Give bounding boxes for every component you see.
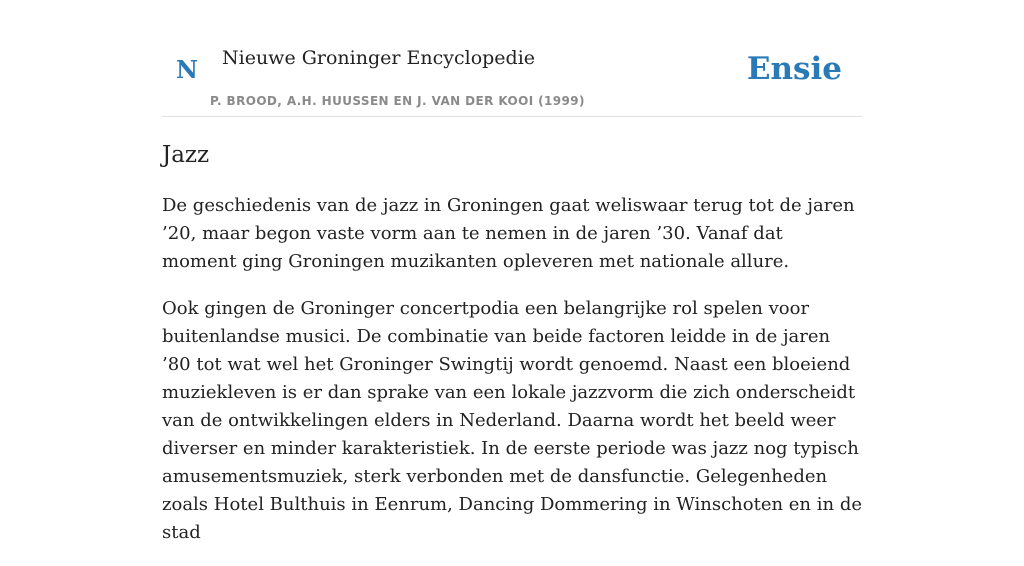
- article-body: [162, 192, 862, 566]
- page: [162, 0, 862, 543]
- article-paragraph: Ook gingen de Groninger concertpodia een belangrijke rol spelen voor buitenlandse musici. De combinatie van beide factoren leidde in de jaren ’80 tot wat wel het Groninger Swingtij wordt genoemd. Naast een bloeiend muziekleven is er dan sprake van een lokale jazzvorm die zich onderscheidt van de ontwikkelingen elders in Nederland. Daarna wordt het beeld weer diverser en minder karakteristiek. In de eerste periode was jazz nog typisch amusementsmuziek, sterk verbonden met de dansfunctie. Gelegenheden zoals Hotel Bulthuis in Eenrum, Dancing Dommering in Winschoten en in de stad: [162, 298, 862, 543]
- ensie-logo[interactable]: Ensie: [746, 51, 842, 87]
- article-title: Jazz: [162, 142, 210, 168]
- book-authors: P. BROOD, A.H. HUUSSEN EN J. VAN DER KOOI (1999): [210, 94, 585, 108]
- book-title[interactable]: Nieuwe Groninger Encyclopedie: [222, 47, 536, 69]
- article-paragraph: De geschiedenis van de jazz in Groningen gaat weliswaar terug tot de jaren ’20, maar begon vaste vorm aan te nemen in de jaren ’30. Vanaf dat moment ging Groningen muzikanten opleveren met nationale allure.: [162, 195, 855, 272]
- book-letter-icon[interactable]: N: [176, 55, 198, 84]
- header: [162, 0, 862, 117]
